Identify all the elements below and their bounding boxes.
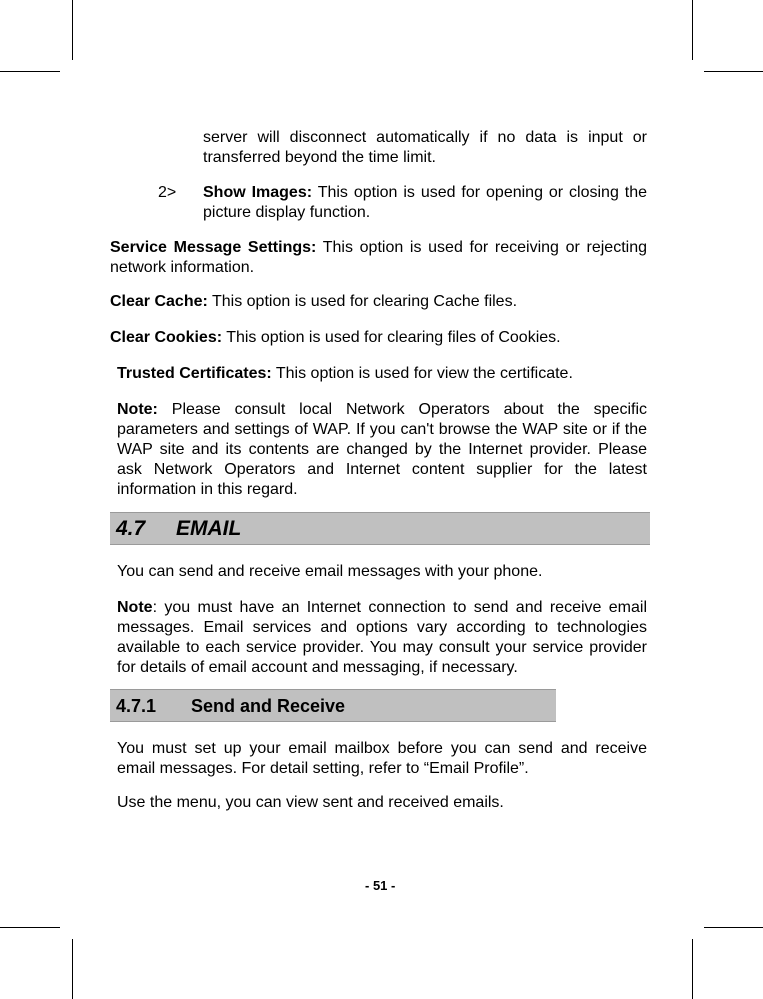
section-number: 4.7 <box>116 517 146 540</box>
note-wap-paragraph: Note: Please consult local Network Operators about the specific parameters and settings of WAP. If you can't browse the WAP site or if the WAP site and its contents are changed by the Internet provider. Please ask Network Operators and Internet content supplier for the latest information in this regard. <box>117 401 647 498</box>
server-disconnect-paragraph: server will disconnect automatically if no data is input or transferred beyond the time limit. <box>203 129 647 166</box>
crop-mark-top-left-horizontal <box>0 71 60 72</box>
section-title: EMAIL <box>176 517 242 540</box>
trusted-certificates-label: Trusted Certificates: <box>117 365 272 382</box>
note-email-label: Note <box>117 599 153 616</box>
subsection-number: 4.7.1 <box>116 696 157 716</box>
trusted-certificates-paragraph: Trusted Certificates: This option is used for view the certificate. <box>117 365 573 382</box>
note-email-paragraph: Note: you must have an Internet connection to send and receive email messages. Email services and options vary according to technologies available to each service provider. You may consult your service provider for details of email account and messaging, if necessary. <box>117 599 647 676</box>
page-number: - 51 - <box>365 878 396 893</box>
crop-mark-top-right-vertical <box>692 0 693 60</box>
menu-paragraph: Use the menu, you can view sent and received emails. <box>117 794 504 811</box>
subsection-title: Send and Receive <box>191 696 346 716</box>
crop-mark-bottom-left-vertical <box>72 939 73 999</box>
clear-cache-label: Clear Cache: <box>110 293 208 310</box>
crop-mark-top-right-horizontal <box>704 71 763 72</box>
send-receive-paragraph: You must set up your email mailbox before you can send and receive email messages. For detail setting, refer to “Email Profile”. <box>117 740 647 777</box>
service-message-paragraph: Service Message Settings: This option is used for receiving or rejecting network information. <box>110 239 647 276</box>
crop-mark-bottom-right-horizontal <box>704 927 763 928</box>
clear-cache-paragraph: Clear Cache: This option is used for clearing Cache files. <box>110 293 518 310</box>
crop-mark-top-left-vertical <box>72 0 73 60</box>
show-images-paragraph: Show Images: This option is used for opening or closing the picture display function. <box>203 184 648 221</box>
email-intro-paragraph: You can send and receive email messages with your phone. <box>117 563 543 580</box>
service-message-label: Service Message Settings: <box>110 239 317 256</box>
clear-cookies-label: Clear Cookies: <box>110 329 223 346</box>
show-images-label: Show Images: <box>203 184 313 201</box>
note-label: Note: <box>117 401 158 418</box>
crop-mark-bottom-left-horizontal <box>0 927 60 928</box>
list-number: 2> <box>158 184 177 201</box>
crop-mark-bottom-right-vertical <box>692 939 693 999</box>
clear-cookies-paragraph: Clear Cookies: This option is used for clearing files of Cookies. <box>110 329 561 346</box>
